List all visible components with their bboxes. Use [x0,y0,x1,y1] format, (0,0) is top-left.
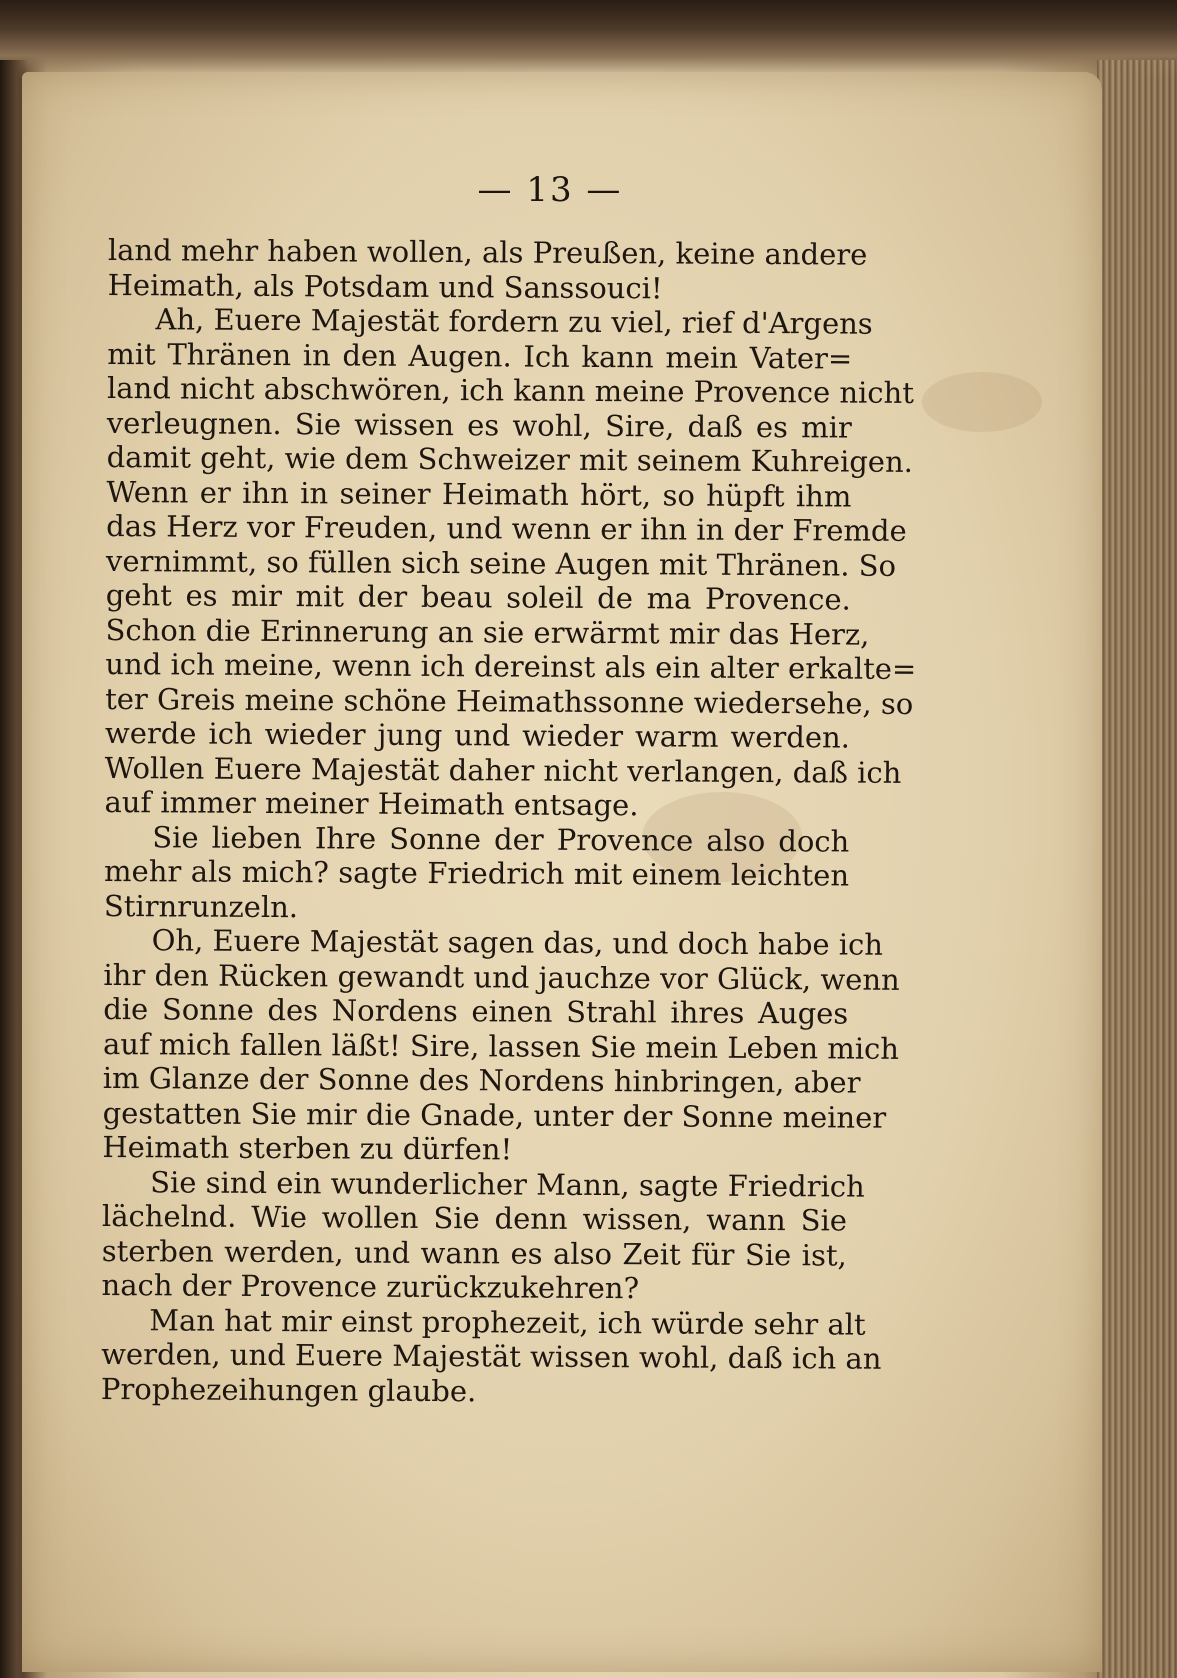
text-line: Heimath, als Potsdam und Sanssouci! [107,267,663,305]
text-line: land mehr haben wollen, als Preußen, keine andere [107,233,868,272]
text-line: Wenn er ihn in seiner Heimath hört, so hüpft ihm [106,474,852,514]
body-text [100,233,917,1411]
text-line: werden, und Euere Majestät wissen wohl, daß ich an [101,1336,882,1376]
foxing-stain [922,372,1042,432]
text-line: Oh, Euere Majestät sagen das, und doch habe ich [151,923,884,962]
text-line: auf mich fallen läßt! Sire, lassen Sie mein Leben mich [102,1026,900,1066]
text-line: nach der Provence zurückzukehren? [101,1267,640,1306]
page-stack-edge [1097,60,1177,1678]
text-line: verleugnen. Sie wissen es wohl, Sire, daß es mir [106,405,852,445]
text-line: mit Thränen in den Augen. Ich kann mein Vater= [107,336,853,376]
text-line: Ah, Euere Majestät fordern zu viel, rief d'Argens [155,302,873,341]
text-line: das Herz vor Freuden, und wenn er ihn in der Fremde [106,508,907,548]
text-line: Sie lieben Ihre Sonne der Provence also doch [152,819,850,859]
text-line: lächelnd. Wie wollen Sie denn wissen, wann Sie [101,1198,848,1238]
text-line: Man hat mir einst prophezeit, ich würde sehr alt [149,1302,866,1342]
text-line: Sie sind ein wunderlicher Mann, sagte Friedrich [150,1164,865,1204]
text-line: sterben werden, und wann es also Zeit für Sie ist, [101,1233,847,1273]
text-line: mehr als mich? sagte Friedrich mit einem leichten [103,853,850,893]
text-line: vernimmt, so füllen sich seine Augen mit Thränen. So [105,543,897,583]
text-line: auf immer meiner Heimath entsage. [104,784,639,823]
book-top-edge [0,0,1177,80]
text-line: gestatten Sie mir die Gnade, unter der Sonne meiner [102,1095,887,1135]
text-line: im Glanze der Sonne des Nordens hinbringen, aber [102,1060,861,1100]
text-line: Schon die Erinnerung an sie erwärmt mir das Herz, [105,612,870,652]
text-line: Wollen Euere Majestät daher nicht verlangen, daß ich [104,750,902,790]
text-line: damit geht, wie dem Schweizer mit seinem Kuhreigen. [106,439,914,479]
text-line: Prophezeihungen glaube. [100,1371,477,1408]
text-line: geht es mir mit der beau soleil de ma Provence. [105,577,851,617]
text-line: Heimath sterben zu dürfen! [102,1129,513,1167]
text-line: ihr den Rücken gewandt und jauchze vor Glück, wenn [103,957,900,997]
text-line: werde ich wieder jung und wieder warm werden. [104,715,851,755]
text-line: Stirnrunzeln. [103,888,299,924]
page-number: — 13 — [477,170,623,210]
text-line: ter Greis meine schöne Heimathssonne wiedersehe, so [105,681,914,721]
text-line: die Sonne des Nordens einen Strahl ihres Auges [103,991,849,1031]
text-line: land nicht abschwören, ich kann meine Provence nicht [106,370,915,410]
text-line: und ich meine, wenn ich dereinst als ein alter erkalte= [105,646,917,686]
